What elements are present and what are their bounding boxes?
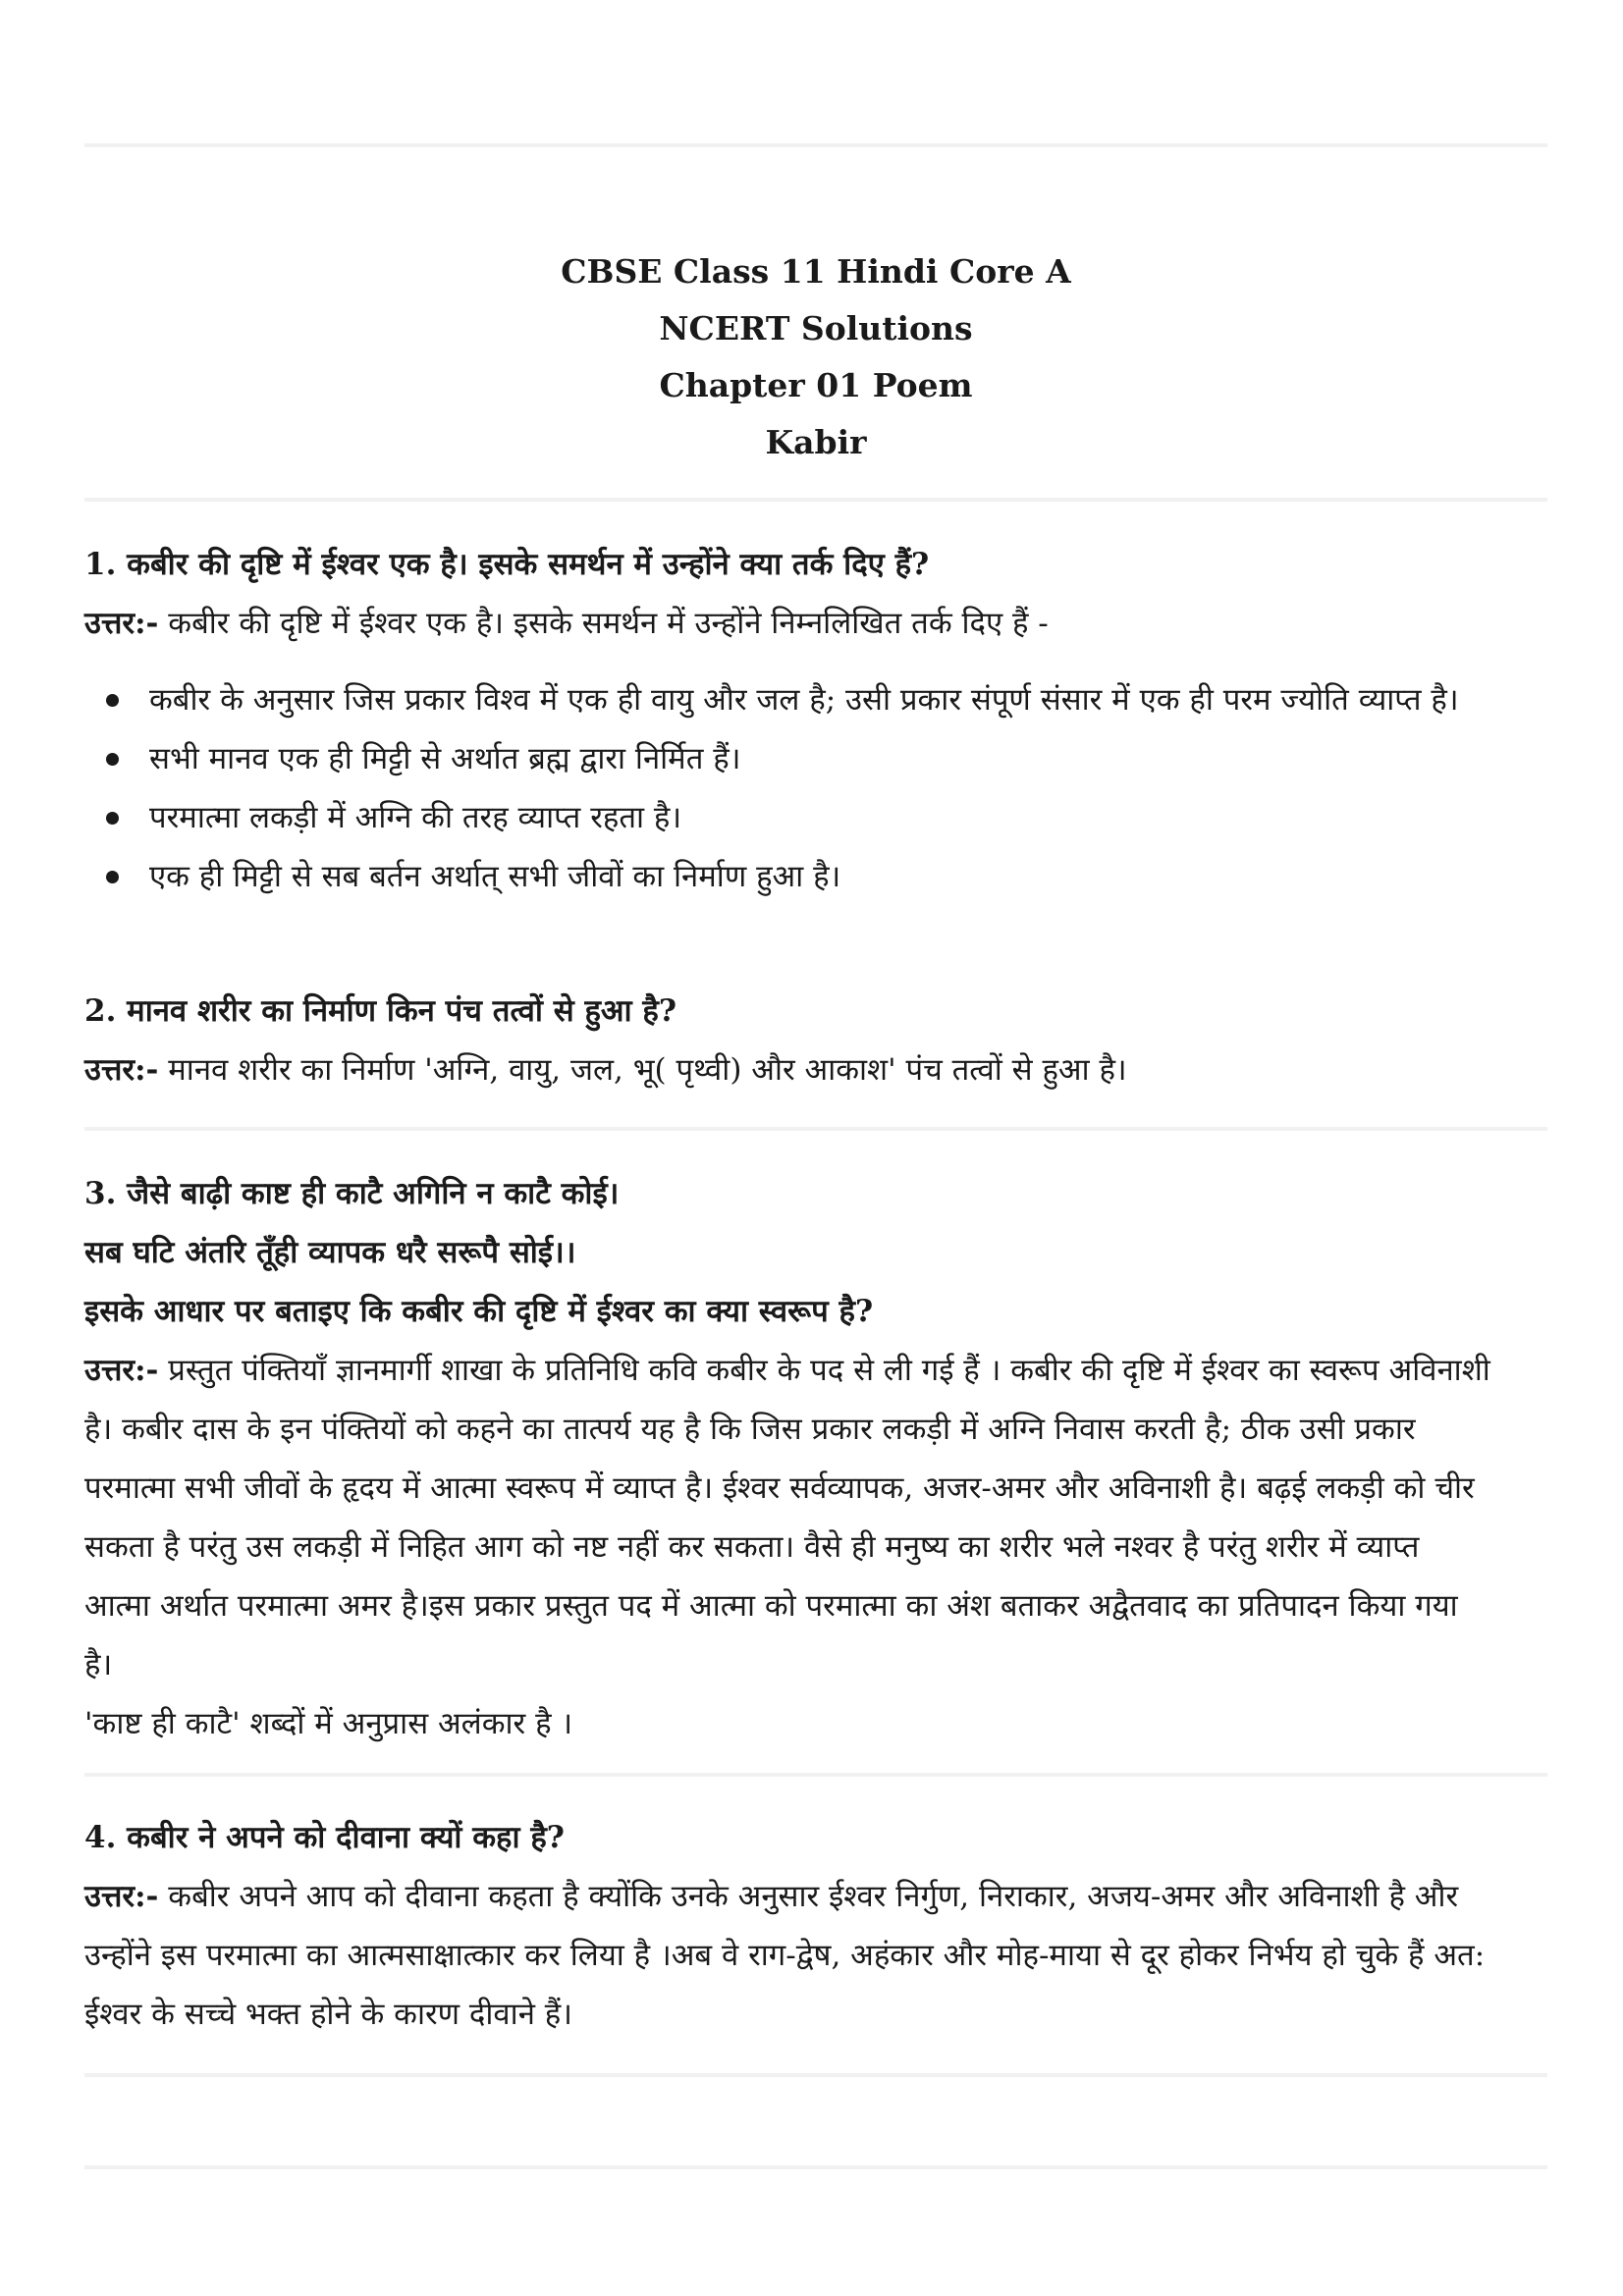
answer-label: उत्तर:- xyxy=(84,606,159,641)
answer-1-points xyxy=(84,670,1557,906)
top-divider xyxy=(84,143,1547,147)
list-item xyxy=(149,847,1557,906)
header-divider xyxy=(84,498,1547,502)
answer-3-text: प्रस्तुत पंक्तियाँ ज्ञानमार्गी शाखा के प्रतिनिधि कवि कबीर के पद से ली गई हैं । कबीर की दृष्टि में ईश्वर का स्वरूप अविनाशी xyxy=(168,1353,1490,1388)
answer-3-line-1 xyxy=(84,1341,1557,1400)
list-item xyxy=(149,788,1557,847)
answer-1 xyxy=(84,594,1557,653)
answer-4-line-2: उन्होंने इस परमात्मा का आत्मसाक्षात्कार कर लिया है ।अब वे राग-द्वेष, अहंकार और मोह-माया से दूर होकर निर्भय हो चुके हैं अत: xyxy=(84,1938,1486,1973)
divider-after-q4 xyxy=(84,2073,1547,2077)
answer-3-line-3: परमात्मा सभी जीवों के हृदय में आत्मा स्वरूप में व्याप्त है। ईश्वर सर्वव्यापक, अजर-अमर और अविनाशी है। बढ़ई लकड़ी को चीर xyxy=(84,1470,1475,1506)
answer-label: उत्तर:- xyxy=(84,1353,159,1388)
question-1-block xyxy=(84,535,1557,906)
answer-3-note: 'काष्ट ही काटै' शब्दों में अनुप्रास अलंकार है । xyxy=(84,1706,573,1741)
bottom-divider xyxy=(84,2165,1547,2169)
header-poet: Kabir xyxy=(765,423,867,461)
question-3-line-3: इसके आधार पर बताइए कि कबीर की दृष्टि में ईश्वर का क्या स्वरूप है? xyxy=(84,1294,874,1329)
divider-after-q3 xyxy=(84,1773,1547,1777)
list-item-text: सभी मानव एक ही मिट्टी से अर्थात ब्रह्म द्वारा निर्मित हैं। xyxy=(149,741,741,776)
answer-4-text: कबीर अपने आप को दीवाना कहता है क्योंकि उनके अनुसार ईश्वर निर्गुण, निराकार, अजय-अमर और अविनाशी है और xyxy=(168,1879,1459,1914)
question-3-line-2: सब घटि अंतरि तूँही व्यापक धरै सरूपै सोई।। xyxy=(84,1235,576,1270)
question-3-line-1: 3. जैसे बाढ़ी काष्ट ही काटै अगिनि न काटै कोई। xyxy=(84,1176,620,1211)
answer-3-line-6: है। xyxy=(84,1647,113,1682)
answer-2 xyxy=(84,1041,1557,1099)
answer-4-line-1 xyxy=(84,1867,1557,1926)
question-2-block xyxy=(84,982,1557,1099)
answer-3-line-4: सकता है परंतु उस लकड़ी में निहित आग को नष्ट नहीं कर सकता। वैसे ही मनुष्य का शरीर भले नश्वर है परंतु शरीर में व्याप्त xyxy=(84,1529,1420,1565)
answer-label: उत्तर:- xyxy=(84,1879,159,1914)
list-item xyxy=(149,670,1557,729)
question-4: 4. कबीर ने अपने को दीवाना क्यों कहा है? xyxy=(84,1820,565,1855)
question-1: 1. कबीर की दृष्टि में ईश्वर एक है। इसके समर्थन में उन्होंने क्या तर्क दिए हैं? xyxy=(84,547,930,582)
answer-label: उत्तर:- xyxy=(84,1052,159,1088)
header-course: CBSE Class 11 Hindi Core A xyxy=(561,252,1071,291)
answer-3-line-2: है। कबीर दास के इन पंक्तियों को कहने का तात्पर्य यह है कि जिस प्रकार लकड़ी में अग्नि निवास करती है; ठीक उसी प्रकार xyxy=(84,1412,1416,1447)
answer-4-line-3: ईश्वर के सच्चे भक्त होने के कारण दीवाने हैं। xyxy=(84,1997,572,2032)
header-chapter: Chapter 01 Poem xyxy=(659,366,973,404)
question-4-block xyxy=(84,1808,1557,2044)
divider-after-q2 xyxy=(84,1127,1547,1131)
list-item xyxy=(149,729,1557,788)
answer-2-text: मानव शरीर का निर्माण 'अग्नि, वायु, जल, भू( पृथ्वी) और आकाश' पंच तत्वों से हुआ है। xyxy=(168,1052,1127,1088)
answer-3-line-5: आत्मा अर्थात परमात्मा अमर है।इस प्रकार प्रस्तुत पद में आत्मा को परमात्मा का अंश बताकर अद्वैतवाद का प्रतिपादन किया गया xyxy=(84,1588,1458,1624)
question-3-block xyxy=(84,1164,1557,1753)
bullet-icon xyxy=(106,871,119,883)
answer-1-text: कबीर की दृष्टि में ईश्वर एक है। इसके समर्थन में उन्होंने निम्नलिखित तर्क दिए हैं - xyxy=(168,606,1049,641)
list-item-text: परमात्मा लकड़ी में अग्नि की तरह व्याप्त रहता है। xyxy=(149,800,682,835)
bullet-icon xyxy=(106,753,119,766)
list-item-text: कबीर के अनुसार जिस प्रकार विश्व में एक ही वायु और जल है; उसी प्रकार संपूर्ण संसार में एक ही परम ज्योति व्याप्त है। xyxy=(149,682,1459,718)
bullet-icon xyxy=(106,812,119,825)
question-2: 2. मानव शरीर का निर्माण किन पंच तत्वों से हुआ है? xyxy=(84,993,677,1029)
bullet-icon xyxy=(106,694,119,707)
list-item-text: एक ही मिट्टी से सब बर्तन अर्थात् सभी जीवों का निर्माण हुआ है। xyxy=(149,859,841,894)
document-header xyxy=(84,243,1547,471)
header-series: NCERT Solutions xyxy=(659,309,973,347)
